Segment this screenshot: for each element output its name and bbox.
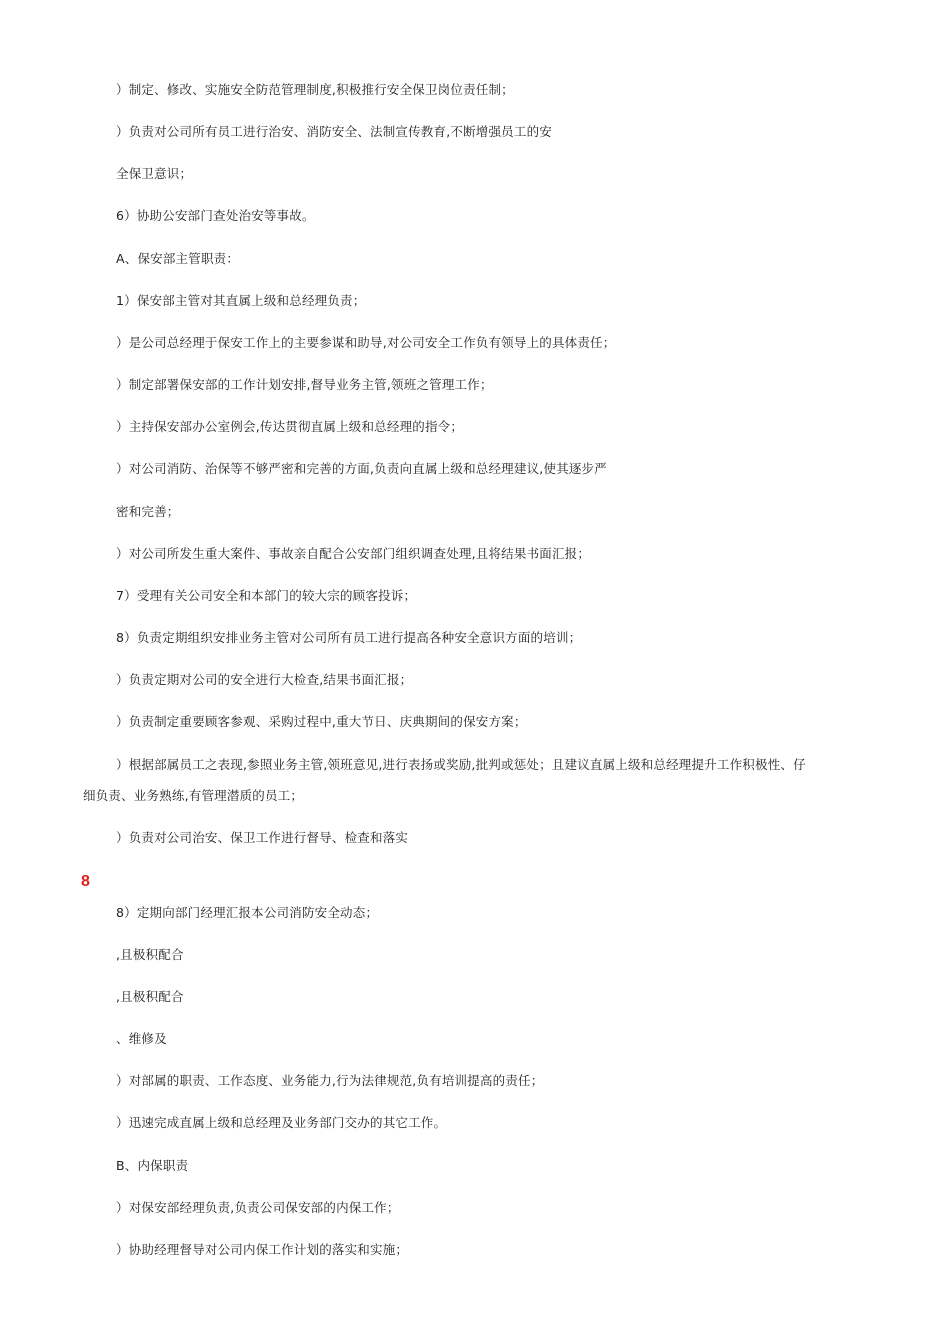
text-line: ）负责对公司治安、保卫工作进行督导、检查和落实 [116, 830, 409, 845]
text-line: ）制定、修改、实施安全防范管理制度,积极推行安全保卫岗位责任制； [116, 82, 514, 97]
text-line: ）对保安部经理负责,负责公司保安部的内保工作； [116, 1200, 400, 1215]
text-line: ）负责制定重要顾客参观、采购过程中,重大节日、庆典期间的保安方案； [116, 714, 527, 729]
text-line: 8）负责定期组织安排业务主管对公司所有员工进行提高各种安全意识方面的培训； [116, 630, 582, 645]
text-line: 全保卫意识； [116, 166, 193, 181]
text-line: ）对公司消防、治保等不够严密和完善的方面,负责向直属上级和总经理建议,使其逐步严 [116, 461, 607, 476]
text-line: ）对部属的职责、工作态度、业务能力,行为法律规范,负有培训提高的责任； [116, 1073, 544, 1088]
text-line: 6）协助公安部门查处治安等事故。 [116, 208, 315, 223]
text-line: 8）定期向部门经理汇报本公司消防安全动态； [116, 905, 379, 920]
text-line: ）制定部署保安部的工作计划安排,督导业务主管,领班之管理工作； [116, 377, 493, 392]
text-line: 1）保安部主管对其直属上级和总经理负责； [116, 293, 366, 308]
text-line: ）负责定期对公司的安全进行大检查,结果书面汇报； [116, 672, 413, 687]
text-line: 、维修及 [116, 1031, 167, 1046]
section-heading: B、内保职责 [116, 1158, 189, 1173]
text-line: ,且极积配合 [116, 989, 184, 1004]
text-line: ）负责对公司所有员工进行治安、消防安全、法制宣传教育,不断增强员工的安 [116, 124, 552, 139]
text-line: ,且极积配合 [116, 947, 184, 962]
text-line: ）主持保安部办公室例会,传达贯彻直属上级和总经理的指令； [116, 419, 464, 434]
text-line: 密和完善； [116, 504, 180, 519]
text-line: ）迅速完成直属上级和总经理及业务部门交办的其它工作。 [116, 1115, 447, 1130]
text-line: ）是公司总经理于保安工作上的主要参谋和助导,对公司安全工作负有领导上的具体责任； [116, 335, 616, 350]
section-heading: A、保安部主管职责： [116, 251, 240, 266]
text-line: ）对公司所发生重大案件、事故亲自配合公安部门组织调查处理,且将结果书面汇报； [116, 546, 591, 561]
text-line: ）根据部属员工之表现,参照业务主管,领班意见,进行表扬或奖励,批判或惩处；且建议直属上级和总经理提升工作积极性、仔 [116, 757, 806, 772]
text-line: 细负责、业务熟练,有管理潜质的员工； [83, 788, 304, 803]
page-marker: 8 [81, 873, 90, 890]
text-line: ）协助经理督导对公司内保工作计划的落实和实施； [116, 1242, 409, 1257]
text-line: 7）受理有关公司安全和本部门的较大宗的顾客投诉； [116, 588, 417, 603]
